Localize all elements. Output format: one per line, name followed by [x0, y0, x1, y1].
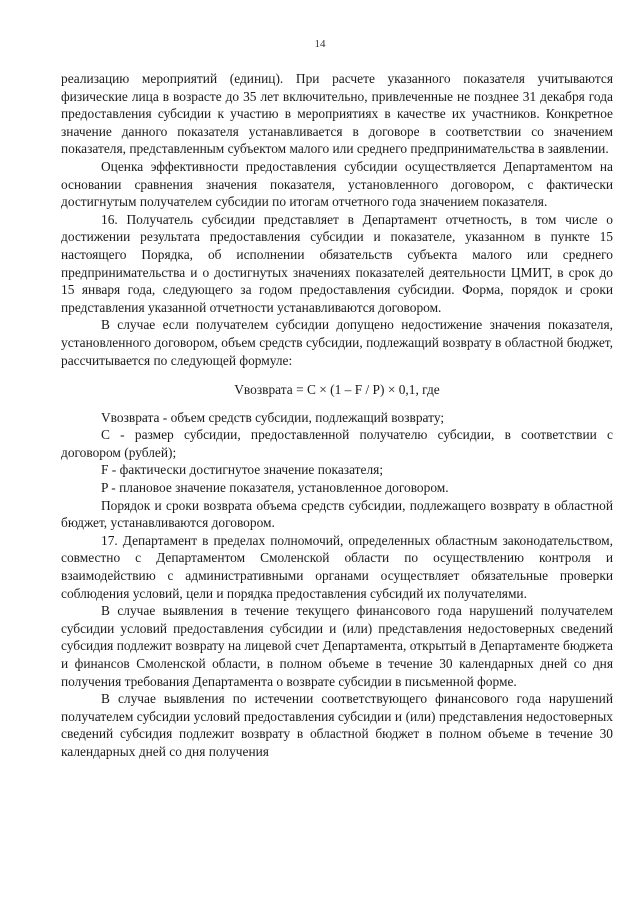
- paragraph-clause-16: 16. Получатель субсидии представляет в Департамент отчетность, в том числе о достижении результата предоставления субсидии и показателе, указанном в пункте 15 настоящего Порядка, об исполнении обязательств субъекта малого или среднего предпринимательства и о достигнутых значениях показателей деятельности ЦМИТ, в срок до 15 января года, следующего за годом предоставления субсидии. Форма, порядок и сроки представления указанной отчетности устанавливаются договором.: [61, 211, 613, 315]
- paragraph-after-year-violations: В случае выявления по истечении соответствующего финансового года нарушений получателем субсидии условий предоставления субсидии и (или) представления недостоверных сведений субсидия подлежит возврату в областной бюджет в полном объеме в течение 30 календарных дней со дня получения: [61, 691, 613, 759]
- paragraph-underachievement: В случае если получателем субсидии допущено недостижение значения показателя, установленного договором, объем средств субсидии, подлежащий возврату в областной бюджет, рассчитывается по следующей формуле:: [61, 317, 613, 368]
- formula-definition-f: F - фактически достигнутое значение показателя;: [101, 462, 384, 478]
- paragraph-clause-17: 17. Департамент в пределах полномочий, определенных областным законодательством, совместно с Департаментом Смоленской области по осуществлению контроля и взаимодействию с административными органами осуществляет обязательные проверки соблюдения условий, цели и порядка предоставления субсидий их получателями.: [61, 532, 613, 601]
- formula-definition-p: P - плановое значение показателя, установленное договором.: [101, 480, 449, 496]
- page-number: 14: [314, 38, 326, 50]
- paragraph-efficiency-assessment: Оценка эффективности предоставления субсидии осуществляется Департаментом на основании сравнения значения показателя, установленного договором, с фактически достигнутым получателем субсидии по итогам отчетного года значением показателя.: [61, 158, 613, 210]
- document-body: [61, 70, 613, 761]
- paragraph-indicator-continuation: реализацию мероприятий (единиц). При расчете указанного показателя учитываются физические лица в возрасте до 35 лет включительно, привлеченные не позднее 31 декабря года предоставления субсидии к участию в мероприятиях в качестве их участников. Конкретное значение данного показателя устанавливается в договоре в соответствии со значением показателя, представленным субъектом малого или среднего предпринимательства в заявлении.: [61, 71, 613, 157]
- formula-definition-c: C - размер субсидии, предоставленной получателю субсидии, в соответствии с договором (рублей);: [61, 427, 613, 460]
- refund-formula: Vвозврата = C × (1 – F / P) × 0,1, где: [234, 382, 440, 398]
- formula-definition-v: Vвозврата - объем средств субсидии, подлежащий возврату;: [101, 409, 445, 425]
- paragraph-refund-procedure: Порядок и сроки возврата объема средств субсидии, подлежащего возврату в областной бюджет, устанавливаются договором.: [61, 497, 613, 531]
- paragraph-current-year-violations: В случае выявления в течение текущего финансового года нарушений получателем субсидии условий предоставления субсидии и (или) представления недостоверных сведений субсидия подлежит возврату на лицевой счет Департамента, открытый в Департаменте бюджета и финансов Смоленской области, в полном объеме в течение 30 календарных дней со дня получения требования Департамента о возврате субсидии в письменной форме.: [61, 603, 613, 689]
